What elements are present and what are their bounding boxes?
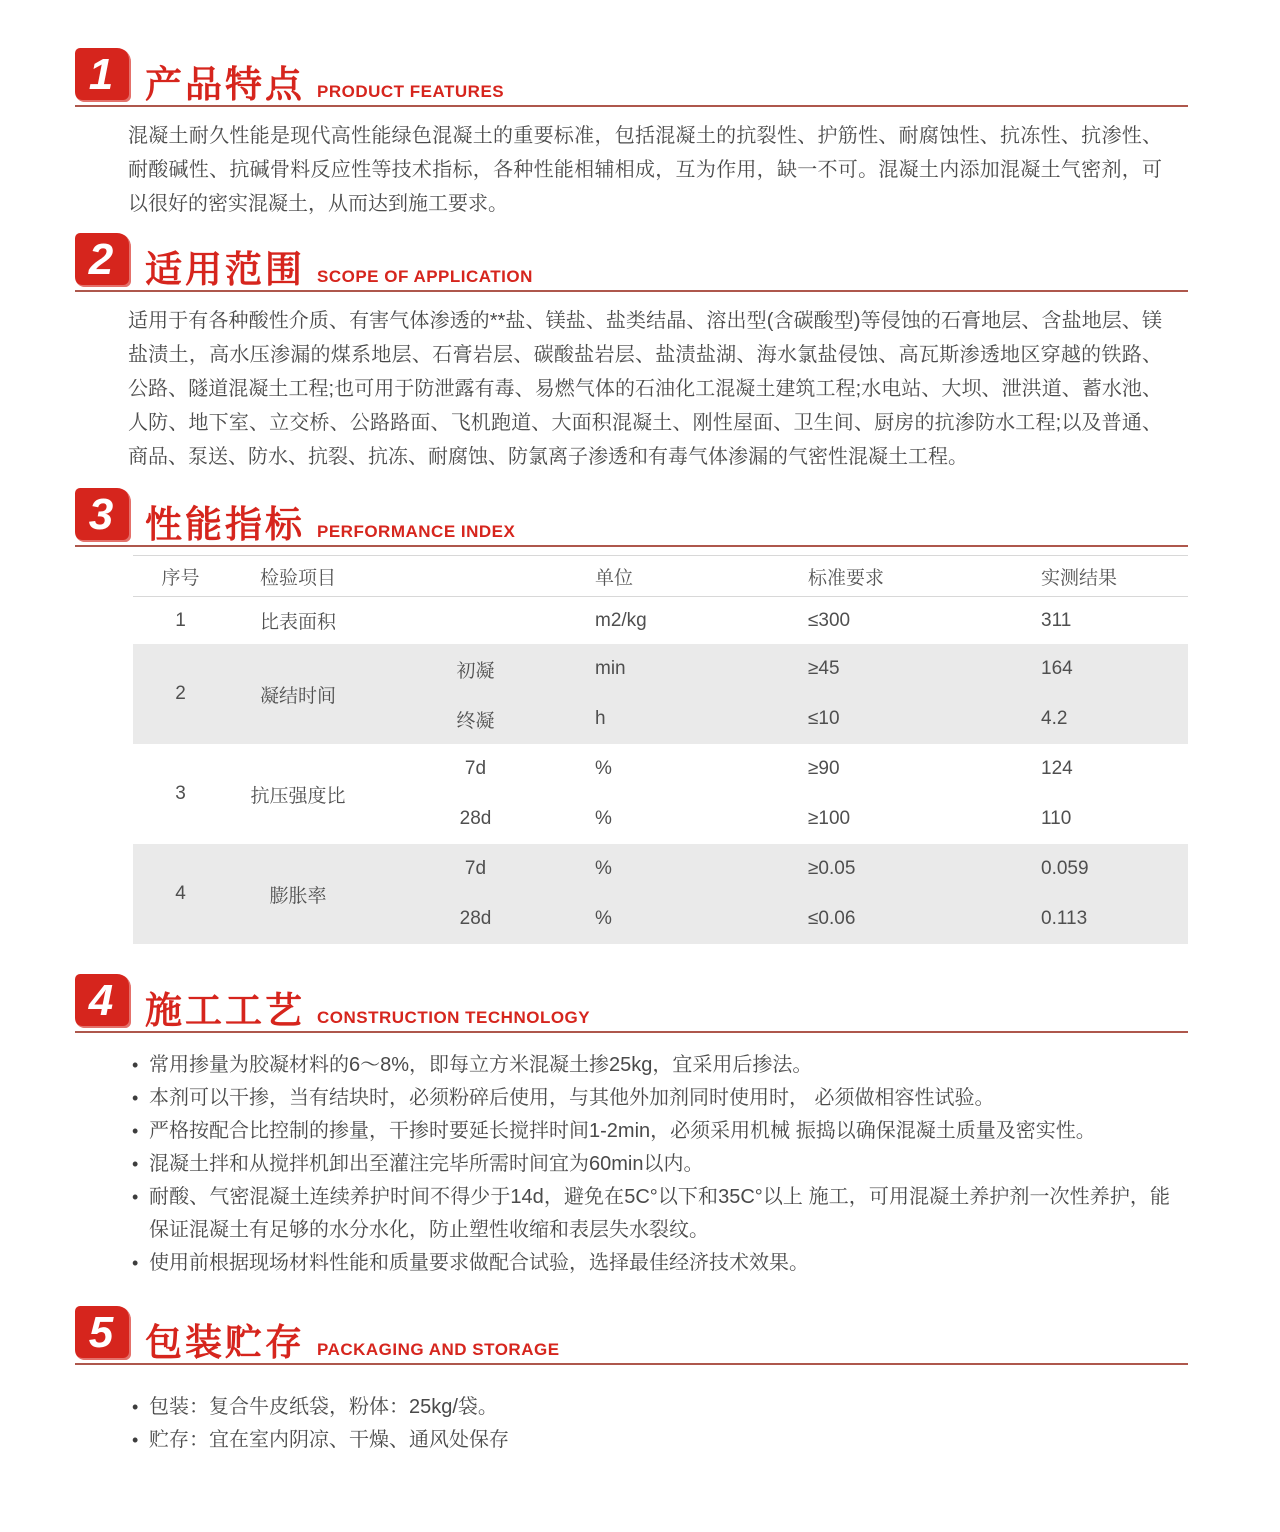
col-header-item: 检验项目	[259, 567, 336, 589]
section-title: 产品特点	[145, 64, 305, 106]
col-header-unit: 单位	[595, 567, 634, 589]
cell-result: 4.2	[1041, 708, 1068, 729]
cell-req: ≤300	[808, 609, 851, 631]
section-4-header	[75, 974, 1188, 1033]
section-1-titles	[145, 66, 504, 105]
section-2-header	[75, 233, 1188, 292]
list-item: • 常用掺量为胶凝材料的6～8%，即每立方米混凝土掺25kg，宜采用后掺法。	[130, 1049, 1170, 1082]
cell-item: 凝结时间	[259, 685, 336, 707]
cell-result: 0.059	[1041, 858, 1089, 879]
cell-req: ≤10	[808, 708, 840, 729]
section-5-titles	[145, 1324, 560, 1363]
section-1-body: 混凝土耐久性能是现代高性能绿色混凝土的重要标准，包括混凝土的抗裂性、护筋性、耐腐蚀性、抗冻性、抗渗性、耐酸碱性、抗碱骨料反应性等技术指标，各种性能相辅相成，互为作用，缺一不可。混凝土内添加混凝土气密剂，可以很好的密实混凝土，从而达到施工要求。	[128, 125, 1162, 215]
section-2-titles	[145, 251, 533, 290]
cell-req: ≥100	[808, 808, 851, 829]
cell-item: 比表面积	[259, 612, 336, 633]
cell-no: 2	[175, 683, 186, 704]
cell-sub: 28d	[459, 808, 492, 829]
cell-unit: %	[595, 808, 612, 829]
section-5-number-badge	[75, 1306, 131, 1360]
section-title: 适用范围	[145, 249, 305, 291]
list-item: • 包装：复合牛皮纸袋，粉体：25kg/袋。	[130, 1391, 1170, 1424]
list-item: • 贮存：宜在室内阴凉、干燥、通风处保存	[130, 1424, 1170, 1457]
cell-sub	[368, 597, 583, 644]
section-2-body: 适用于有各种酸性介质、有害气体渗透的**盐、镁盐、盐类结晶、溶出型(含碳酸型)等侵蚀的石膏地层、含盐地层、镁盐渍土，高水压渗漏的煤系地层、石膏岩层、碳酸盐岩层、盐渍盐湖、海水氯盐侵蚀、高瓦斯渗透地区穿越的铁路、公路、隧道混凝土工程;也可用于防泄露有毒、易燃气体的石油化工混凝土建筑工程;水电站、大坝、泄洪道、蓄水池、人防、地下室、立交桥、公路路面、飞机跑道、大面积混凝土、刚性屋面、卫生间、厨房的抗渗防水工程;以及普通、商品、泵送、防水、抗裂、抗冻、耐腐蚀、防氯离子渗透和有毒气体渗漏的气密性混凝土工程。	[128, 310, 1162, 468]
list-item: • 严格按配合比控制的掺量，干掺时要延长搅拌时间1-2min，必须采用机械 振捣以确保混凝土质量及密实性。	[130, 1115, 1170, 1148]
cell-item: 抗压强度比	[250, 785, 346, 807]
list-item: • 本剂可以干掺，当有结块时，必须粉碎后使用，与其他外加剂同时使用时， 必须做相容性试验。	[130, 1082, 1170, 1115]
cell-result: 311	[1041, 609, 1072, 631]
col-header-req: 标准要求	[808, 567, 885, 589]
table-row-group-2	[133, 644, 1188, 744]
section-title: 施工工艺	[145, 990, 305, 1032]
cell-unit: %	[595, 858, 612, 879]
section-number: 1	[88, 50, 114, 99]
cell-unit: %	[595, 908, 612, 929]
performance-index-table	[133, 555, 1188, 944]
section-title: 性能指标	[145, 504, 305, 546]
cell-req: ≥90	[808, 758, 840, 779]
cell-req: ≥45	[808, 658, 840, 679]
cell-sub: 初凝	[456, 660, 495, 682]
cell-sub: 7d	[464, 758, 487, 779]
section-subtitle: PRODUCT FEATURES	[317, 82, 505, 101]
packaging-bullet-list	[130, 1391, 1170, 1457]
cell-sub: 7d	[464, 858, 487, 879]
section-number: 5	[88, 1308, 114, 1357]
product-datasheet-page	[0, 48, 1280, 1532]
col-header-no: 序号	[161, 567, 200, 589]
cell-sub: 终凝	[456, 710, 495, 732]
section-5-header	[75, 1306, 1188, 1365]
cell-result: 124	[1041, 758, 1073, 779]
section-subtitle: PERFORMANCE INDEX	[317, 522, 516, 541]
table-row-group-4	[133, 844, 1188, 944]
cell-req: ≤0.06	[808, 908, 856, 929]
section-1-number-badge	[75, 48, 131, 102]
table-row-group-3	[133, 744, 1188, 844]
cell-unit: m2/kg	[595, 609, 647, 631]
cell-req: ≥0.05	[808, 858, 856, 879]
construction-bullet-list	[130, 1049, 1170, 1280]
section-2-number-badge	[75, 233, 131, 287]
list-item: • 混凝土拌和从搅拌机卸出至灌注完毕所需时间宜为60min以内。	[130, 1148, 1170, 1181]
list-item: • 耐酸、气密混凝土连续养护时间不得少于14d，避免在5C°以下和35C°以上 施工，可用混凝土养护剂一次性养护，能保证混凝土有足够的水分水化，防止塑性收缩和表层失水裂纹。	[130, 1181, 1170, 1247]
cell-unit: h	[595, 708, 606, 729]
section-4-number-badge	[75, 974, 131, 1028]
section-1-header	[75, 48, 1188, 107]
section-title: 包装贮存	[145, 1322, 305, 1364]
section-subtitle: PACKAGING AND STORAGE	[317, 1340, 560, 1359]
cell-result: 110	[1041, 808, 1072, 829]
section-number: 4	[88, 976, 114, 1025]
cell-no: 4	[175, 883, 186, 904]
cell-item: 膨胀率	[269, 885, 327, 907]
section-number: 2	[88, 235, 114, 284]
section-subtitle: CONSTRUCTION TECHNOLOGY	[317, 1008, 591, 1027]
cell-result: 164	[1041, 658, 1073, 679]
cell-no: 3	[175, 783, 186, 804]
section-3-titles	[145, 506, 515, 545]
section-3-number-badge	[75, 488, 131, 542]
section-3-header	[75, 488, 1188, 547]
list-item: • 使用前根据现场材料性能和质量要求做配合试验，选择最佳经济技术效果。	[130, 1247, 1170, 1280]
section-4-titles	[145, 992, 590, 1031]
table-header-row	[133, 555, 1188, 597]
table-row-group-1	[133, 597, 1188, 644]
section-number: 3	[88, 490, 114, 539]
cell-unit: min	[595, 658, 626, 679]
section-subtitle: SCOPE OF APPLICATION	[317, 267, 533, 286]
cell-result: 0.113	[1041, 908, 1088, 929]
cell-no: 1	[175, 609, 186, 631]
cell-unit: %	[595, 758, 612, 779]
col-header-result: 实测结果	[1041, 567, 1118, 589]
cell-sub: 28d	[459, 908, 492, 929]
